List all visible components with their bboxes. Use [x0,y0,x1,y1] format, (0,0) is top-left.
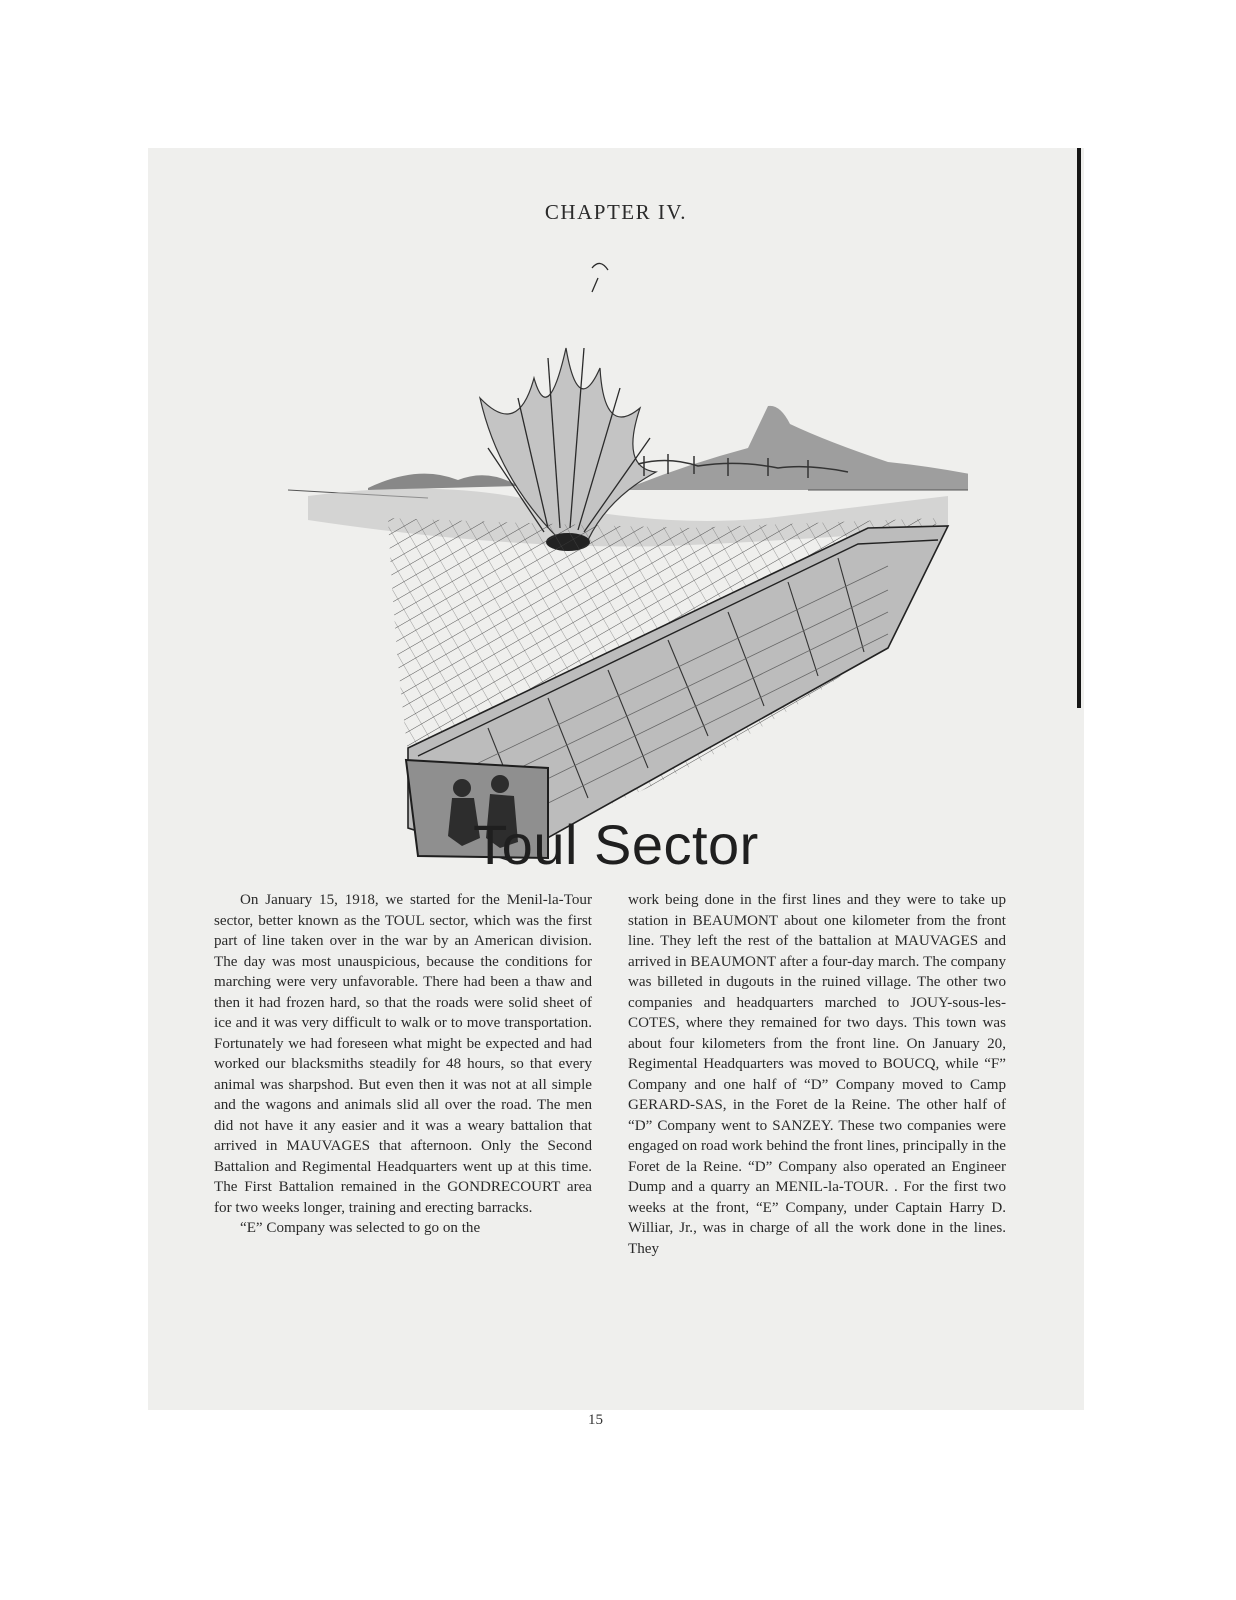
left-paragraph-1: On January 15, 1918, we started for the Menil-la-Tour sector, better known as the TOUL sector, which was the first part of line taken over in the war by an American division. The day was most unauspicious, because the conditions for marching were very unfavorable. There had been a thaw and then it had frozen hard, so that the roads were solid sheet of ice and it was very difficult to walk or to move transportation. Fortunately we had foreseen what might be expected and had worked our blacksmiths steadily for 48 hours, so that every animal was sharpshod. But even then it was not at all simple and the wagons and animals slid all over the road. The men did not have it any easier and it was a weary battalion that arrived in MAUVAGES that afternoon. Only the Second Battalion and Regimental Headquarters went up at this time. The First Battalion remained in the GONDRECOURT area for two weeks longer, training and erecting barracks. [214,892,592,1216]
right-paragraph: work being done in the first lines and they were to take up station in BEAUMONT about one kilometer from the front line. They left the rest of the battalion at MAUVAGES and arrived in BEAUMONT after a four-day march. The company was billeted in dugouts in the ruined village. The other two companies and headquarters marched to JOUY-sous-les-COTES, where they remained for two days. This town was about four kilometers from the front line. On January 20, Regimental Headquarters was moved to BOUCQ, while “F” Company and one half of “D” Company moved to Camp GERARD-SAS, in the Foret de la Reine. The other half of “D” Company went to SANZEY. These two companies were engaged on road work behind the front lines, principally in the Foret de la Reine. “D” Company also operated an Engineer Dump and a quarry an MENIL-la-TOUR. . For the first two weeks at the front, “E” Company, under Captain Harry D. Williar, Jr., was in charge of all the work done in the lines. They [628,892,1006,1257]
chapter-heading: CHAPTER IV. [544,200,688,224]
page-edge-shadow [1077,148,1081,708]
left-column [214,890,592,1239]
page-number: 15 [588,1412,603,1428]
left-paragraph-2: “E” Company was selected to go on the [240,1220,481,1236]
book-page [148,148,1084,1428]
page-title: Toul Sector [473,813,759,876]
right-column [628,890,1006,1259]
trench-illustration [248,228,968,888]
